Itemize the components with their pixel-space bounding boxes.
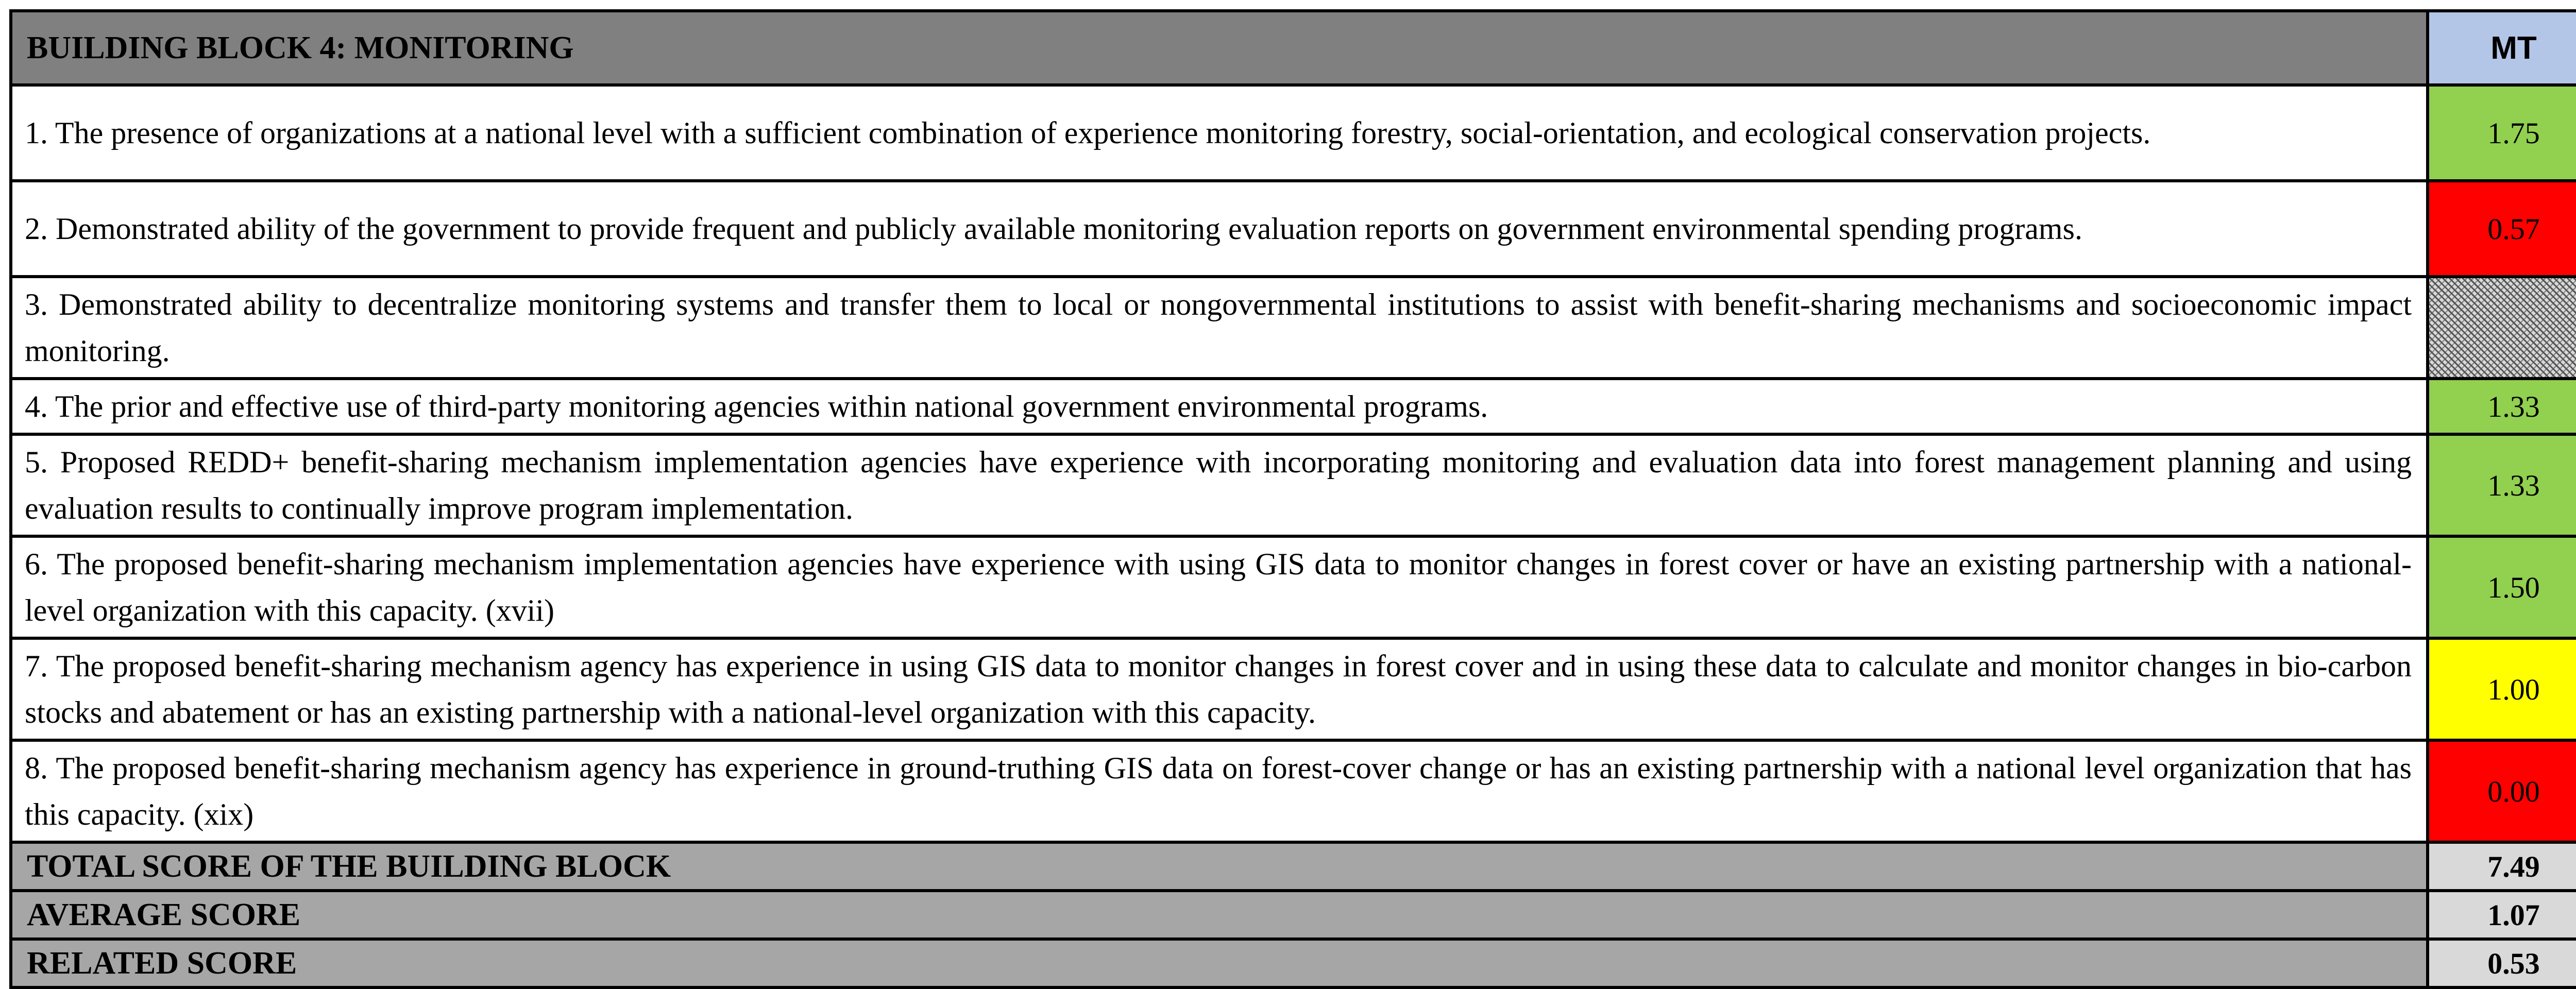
mt-score: 1.00	[2428, 638, 2576, 740]
summary-row-related	[11, 939, 2576, 987]
criterion-text: 7. The proposed benefit-sharing mechanism agency has experience in using GIS data to monitor changes in forest cover and in using these data to calculate and monitor changes in bio-carbon stocks and abatement or has an existing partnership with a national-level organization with this capacity.	[11, 638, 2428, 740]
mt-score: 0.00	[2428, 740, 2576, 842]
criterion-row	[11, 85, 2576, 181]
summary-row-total	[11, 842, 2576, 891]
criterion-row	[11, 379, 2576, 434]
criterion-text: 1. The presence of organizations at a national level with a sufficient combination of experience monitoring forestry, social-orientation, and ecological conservation projects.	[11, 85, 2428, 181]
criterion-text: 2. Demonstrated ability of the government to provide frequent and publicly available monitoring evaluation reports on government environmental spending programs.	[11, 181, 2428, 277]
summary-mt-value: 0.53	[2428, 939, 2576, 987]
summary-label: RELATED SCORE	[11, 939, 2428, 987]
mt-score: 1.75	[2428, 85, 2576, 181]
criterion-row	[11, 638, 2576, 740]
building-block-title: BUILDING BLOCK 4: MONITORING	[11, 11, 2428, 85]
mt-score	[2428, 277, 2576, 379]
column-header-mt: MT	[2428, 11, 2576, 85]
summary-label: TOTAL SCORE OF THE BUILDING BLOCK	[11, 842, 2428, 891]
criterion-row	[11, 277, 2576, 379]
mt-score: 1.33	[2428, 434, 2576, 536]
criterion-text: 4. The prior and effective use of third-party monitoring agencies within national government environmental programs.	[11, 379, 2428, 434]
criterion-text: 3. Demonstrated ability to decentralize monitoring systems and transfer them to local or nongovernmental institutions to assist with benefit-sharing mechanisms and socioeconomic impact monitoring.	[11, 277, 2428, 379]
mt-score: 1.33	[2428, 379, 2576, 434]
criterion-text: 6. The proposed benefit-sharing mechanism implementation agencies have experience with using GIS data to monitor changes in forest cover or have an existing partnership with a national-level organization with this capacity. (xvii)	[11, 536, 2428, 638]
criterion-row	[11, 434, 2576, 536]
summary-mt-value: 1.07	[2428, 891, 2576, 939]
summary-label: AVERAGE SCORE	[11, 891, 2428, 939]
monitoring-score-table	[9, 9, 2576, 989]
criterion-row	[11, 181, 2576, 277]
criterion-row	[11, 536, 2576, 638]
table-header-row	[11, 11, 2576, 85]
summary-mt-value: 7.49	[2428, 842, 2576, 891]
criterion-row	[11, 740, 2576, 842]
summary-row-average	[11, 891, 2576, 939]
mt-score: 1.50	[2428, 536, 2576, 638]
criterion-text: 8. The proposed benefit-sharing mechanism agency has experience in ground-truthing GIS data on forest-cover change or has an existing partnership with a national level organization that has this capacity. (xix)	[11, 740, 2428, 842]
criterion-text: 5. Proposed REDD+ benefit-sharing mechanism implementation agencies have experience with incorporating monitoring and evaluation data into forest management planning and using evaluation results to continually improve program implementation.	[11, 434, 2428, 536]
mt-score: 0.57	[2428, 181, 2576, 277]
